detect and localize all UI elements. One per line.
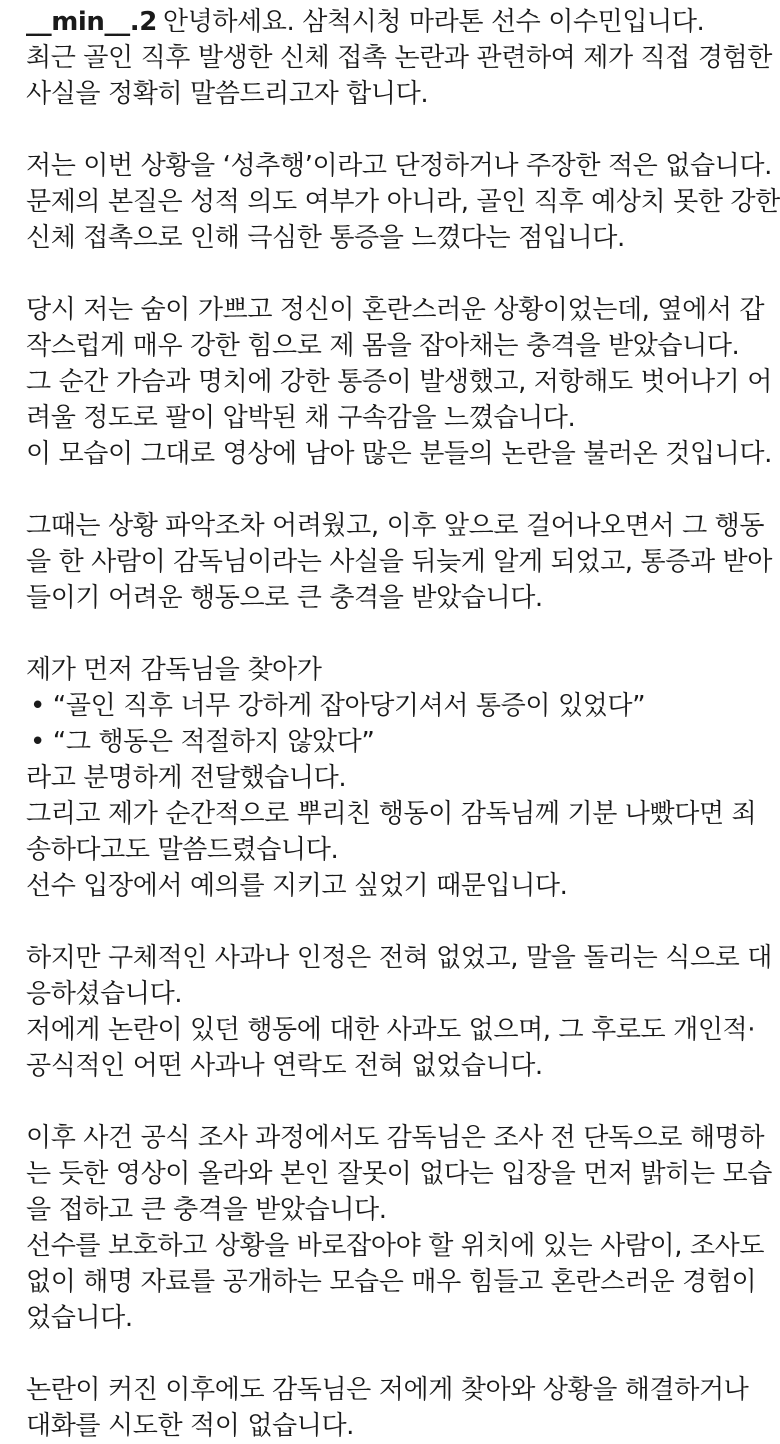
caption-line-33: 을 접하고 큰 충격을 받았습니다. (26, 1195, 387, 1225)
caption-line-11: 려울 정도로 팔이 압박된 채 구속감을 느꼈습니다. (26, 403, 576, 433)
caption-line-9: 작스럽게 매우 강한 힘으로 제 몸을 잡아채는 충격을 받았습니다. (26, 331, 740, 361)
caption-line-5: 문제의 본질은 성적 의도 여부가 아니라, 골인 직후 예상치 못한 강한 (26, 187, 780, 217)
caption-line-2: 사실을 정확히 말씀드리고자 합니다. (26, 79, 429, 109)
caption-line-26: 하지만 구체적인 사과나 인정은 전혀 없었고, 말을 돌리는 식으로 대 (26, 943, 772, 973)
paragraph-gap (26, 112, 766, 148)
caption-line-28: 저에게 논란이 있던 행동에 대한 사과도 없으며, 그 후로도 개인적· (26, 1015, 756, 1045)
caption-line-1: 최근 골인 직후 발생한 신체 접촉 논란과 관련하여 제가 직접 경험한 (26, 43, 772, 73)
caption-line-36: 었습니다. (26, 1303, 133, 1333)
caption-line-15: 을 한 사람이 감독님이라는 사실을 뒤늦게 알게 되었고, 통증과 받아 (26, 547, 772, 577)
paragraph-gap (26, 904, 766, 940)
paragraph-gap (26, 616, 766, 652)
caption-line-23: 송하다고도 말씀드렸습니다. (26, 835, 339, 865)
caption-line-4: 저는 이번 상황을 ‘성추행’이라고 단정하거나 주장한 적은 없습니다. (26, 151, 772, 181)
caption-line-10: 그 순간 가슴과 명치에 강한 통증이 발생했고, 저항해도 벗어나기 어 (26, 367, 772, 397)
bullet-item: • “그 행동은 적절하지 않았다” (30, 727, 375, 757)
caption-line-29: 공식적인 어떤 사과나 연락도 전혀 없었습니다. (26, 1051, 543, 1081)
paragraph-gap (26, 256, 766, 292)
username-link[interactable]: __min__.2 (26, 7, 157, 37)
post-caption (26, 4, 780, 1444)
caption-line-21: 라고 분명하게 전달했습니다. (26, 763, 347, 793)
caption-text: 안녕하세요. 삼척시청 마라톤 선수 이수민입니다. (162, 7, 705, 37)
caption-line-24: 선수 입장에서 예의를 지키고 싶었기 때문입니다. (26, 871, 568, 901)
paragraph-gap (26, 1336, 766, 1372)
caption-line-12: 이 모습이 그대로 영상에 남아 많은 분들의 논란을 불러온 것입니다. (26, 439, 772, 469)
caption-line-0 (26, 4, 766, 40)
caption-line-35: 없이 해명 자료를 공개하는 모습은 매우 힘들고 혼란스러운 경험이 (26, 1267, 757, 1297)
caption-line-22: 그리고 제가 순간적으로 뿌리친 행동이 감독님께 기분 나빴다면 죄 (26, 799, 757, 829)
caption-line-32: 는 듯한 영상이 올라와 본인 잘못이 없다는 입장을 먼저 밝히는 모습 (26, 1159, 772, 1189)
caption-line-18: 제가 먼저 감독님을 찾아가 (26, 655, 322, 685)
paragraph-gap (26, 472, 766, 508)
caption-line-34: 선수를 보호하고 상황을 바로잡아야 할 위치에 있는 사람이, 조사도 (26, 1231, 765, 1261)
paragraph-gap (26, 1084, 766, 1120)
caption-line-27: 응하셨습니다. (26, 979, 183, 1009)
caption-line-31: 이후 사건 공식 조사 과정에서도 감독님은 조사 전 단독으로 해명하 (26, 1123, 765, 1153)
caption-line-39: 대화를 시도한 적이 없습니다. (26, 1411, 355, 1441)
bullet-item: • “골인 직후 너무 강하게 잡아당기셔서 통증이 있었다” (30, 691, 646, 721)
caption-line-6: 신체 접촉으로 인해 극심한 통증을 느꼈다는 점입니다. (26, 223, 625, 253)
caption-line-16: 들이기 어려운 행동으로 큰 충격을 받았습니다. (26, 583, 543, 613)
caption-line-38: 논란이 커진 이후에도 감독님은 저에게 찾아와 상황을 해결하거나 (26, 1375, 749, 1405)
caption-line-14: 그때는 상황 파악조차 어려웠고, 이후 앞으로 걸어나오면서 그 행동 (26, 511, 765, 541)
caption-line-8: 당시 저는 숨이 가쁘고 정신이 혼란스러운 상황이었는데, 옆에서 갑 (26, 295, 765, 325)
